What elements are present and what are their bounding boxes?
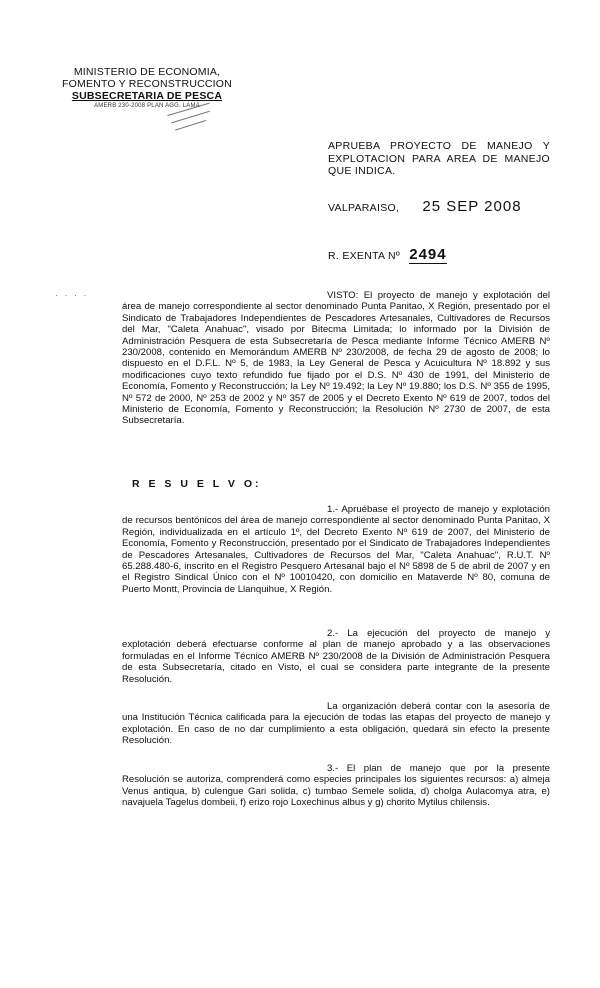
date-value: 25 SEP 2008 [422,198,522,215]
article-2b-lead: La organización deberá contar con la [327,701,494,712]
article-2b-text: asesoría de una Institución Técnica calificada para la ejecución de todas las etapas del proyecto de manejo y explotación. En caso de no dar cumplimiento a esta obligación, quedará sin efecto la presente Resolución. [122,701,551,747]
header-line-4: AMERB 230-2008 PLAN AGG. LAMA [94,103,200,109]
header-line-3: SUBSECRETARIA DE PESCA [71,90,223,102]
date-line [328,198,522,215]
resolution-subject: APRUEBA PROYECTO DE MANEJO Y EXPLOTACION PARA AREA DE MANEJO QUE INDICA. [328,140,550,177]
resuelvo-heading: R E S U E L V O: [132,478,262,490]
visto-section [122,290,550,427]
resolution-number-line [328,246,447,263]
header-line-2: FOMENTO Y RECONSTRUCCION [62,78,232,90]
article-2 [122,628,550,685]
resolution-label: R. EXENTA Nº [328,250,401,262]
resolution-number: 2494 [409,246,447,263]
date-place: VALPARAISO, [328,202,400,214]
article-1 [122,504,550,595]
article-3-text: presente Resolución se autoriza, comprenderá como especies principales los siguientes recursos: a) almeja Venus antiqua, b) culengue Gari solida, c) tumbao Semele solida, d) cholga Aulacomya atra, e) navajuela Tagelus dombeii, f) erizo rojo Loxechinus albus y g) chorito Mytilus chilensis. [122,763,551,809]
visto-label: VISTO: [327,290,359,301]
article-2-organization [122,701,550,747]
header-line-1: MINISTERIO DE ECONOMIA, [73,66,221,78]
article-3-lead: 3.- El plan de manejo que por la [327,763,505,774]
article-2-text: y explotación deberá efectuarse conforme al plan de manejo aprobado y a las observaciones formuladas en el Informe Técnico AMERB Nº 230/2008 de la División de Administración Pesquera de esta Subsecretaría, citado en Visto, el cual se considera parte integrante de la presente Resolución. [122,628,550,685]
article-2-lead: 2.- La ejecución del proyecto de manejo [327,628,537,639]
article-3 [122,763,550,809]
article-1-lead: 1.- Apruébase el proyecto de manejo y [327,504,498,515]
visto-text: El proyecto de manejo y explotación del área de manejo correspondiente al sector denominado Punta Panitao, X Región, presentado por el Sindicato de Trabajadores Independientes de Pescadores Artesanales, Cultivadores de Recursos del Mar, "Caleta Anahuac", visado por Bitecma Limitada; lo informado por la División de Administración Pesquera de esta Subsecretaría de Pesca mediante Informe Técnico AMERB Nº 230/2008, contenido en Memorándum AMERB Nº 230/2008, de fecha 29 de agosto de 2008; lo dispuesto en el D.F.L. Nº 5, de 1983, la Ley General de Pesca y Acuicultura Nº 18.892 y sus modificaciones cuyo texto refundido fue fijado por el D.S. Nº 430 de 1991, del Ministerio de Economía, Fomento y Reconstrucción; la Ley Nº 19.492; la Ley Nº 19.880; los D.S. Nº 355 de 1995, Nº 572 de 2000, Nº 253 de 2002 y Nº 357 de 2005 y el Decreto Exento Nº 619 de 2007, todos del Ministerio de Economía, Fomento y Reconstrucción; la Resolución Nº 2730 de 2007, de esta Subsecretaría. [122,290,550,427]
margin-mark: · · · · [55,290,89,300]
article-1-text: explotación de recursos bentónicos del área de manejo correspondiente al sector denominado Punta Panitao, X Región, individualizada en el artículo 1º, del Decreto Exento Nº 619 de 2007, del Ministerio de Economía, Fomento y Reconstrucción, presentado por el Sindicato de Trabajadores Independientes de Pescadores Artesanales, Cultivadores de Recursos del Mar, "Caleta Anahuac", R.U.T. Nº 65.288.480-6, inscrito en el Registro Pesquero Artesanal bajo el Nº 5898 de 5 de abril de 2007 y en el Registro Sindical Único con el Nº 10010420, con domicilio en Mataverde Nº 80, comuna de Puerto Montt, Provincia de Llanquihue, X Región. [122,504,550,595]
